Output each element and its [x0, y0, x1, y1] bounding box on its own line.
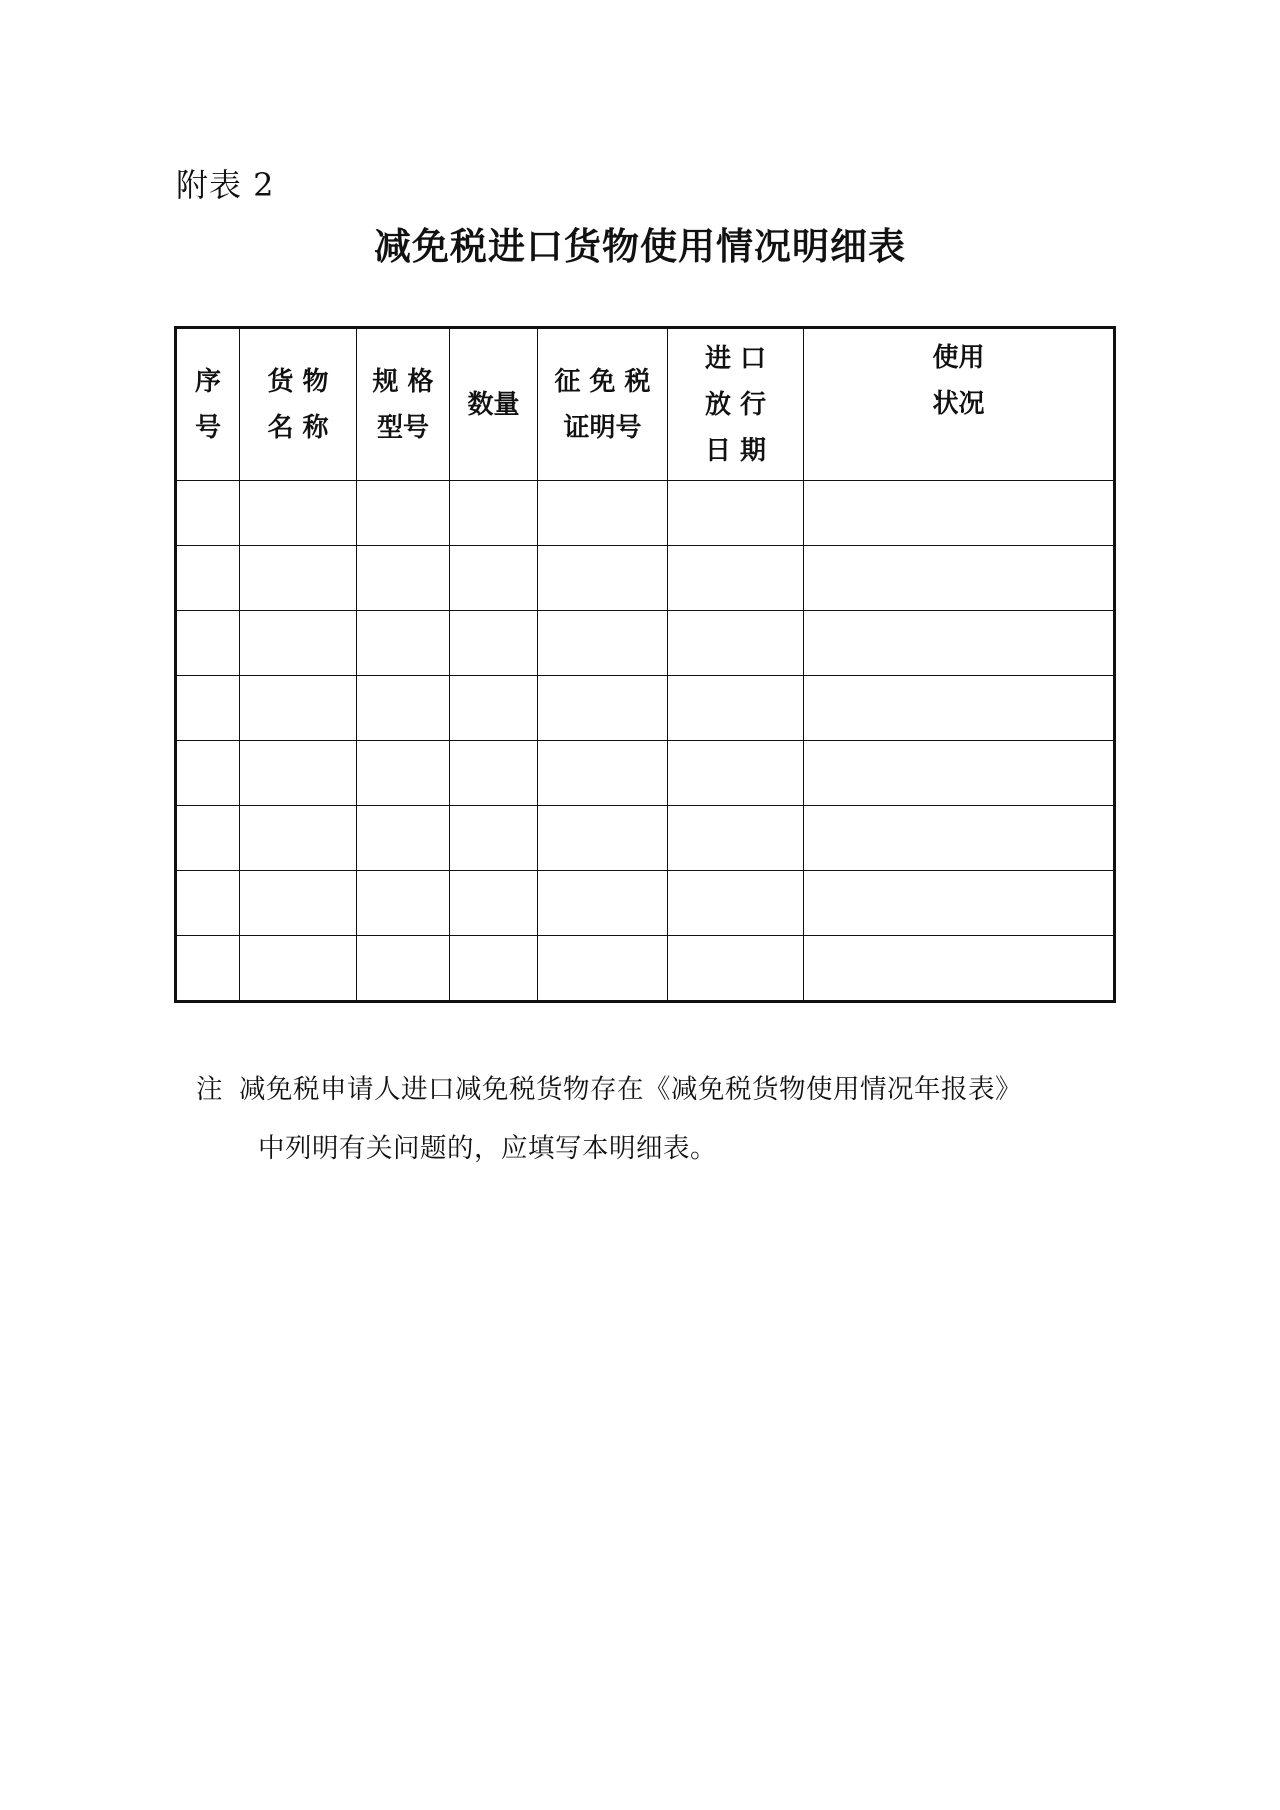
table-cell[interactable] — [538, 806, 668, 871]
table-body — [176, 481, 1115, 1002]
table-cell[interactable] — [176, 871, 240, 936]
column-header-goods-name: 货 物 名 称 — [240, 328, 357, 481]
table-cell[interactable] — [668, 611, 804, 676]
table-cell[interactable] — [240, 611, 357, 676]
table-cell[interactable] — [450, 676, 538, 741]
table-cell[interactable] — [668, 806, 804, 871]
column-header-spec-model: 规 格 型号 — [357, 328, 450, 481]
table-cell[interactable] — [450, 871, 538, 936]
column-header-usage-status: 使用 状况 — [804, 328, 1115, 481]
table-cell[interactable] — [176, 741, 240, 806]
table-cell[interactable] — [176, 806, 240, 871]
column-header-quantity: 数量 — [450, 328, 538, 481]
table-row — [176, 741, 1115, 806]
table-cell[interactable] — [538, 936, 668, 1002]
table-cell[interactable] — [240, 676, 357, 741]
table-cell[interactable] — [450, 546, 538, 611]
table-row — [176, 481, 1115, 546]
table-row — [176, 871, 1115, 936]
table-row — [176, 806, 1115, 871]
table-cell[interactable] — [450, 741, 538, 806]
table-cell[interactable] — [804, 806, 1115, 871]
attachment-label: 附表 2 — [176, 166, 275, 204]
table-cell[interactable] — [538, 481, 668, 546]
table-cell[interactable] — [176, 546, 240, 611]
table-cell[interactable] — [357, 741, 450, 806]
table-cell[interactable] — [804, 546, 1115, 611]
column-header-release-date: 进 口 放 行 日 期 — [668, 328, 804, 481]
note-line-1: 减免税申请人进口减免税货物存在《减免税货物使用情况年报表》 — [239, 1074, 1022, 1105]
table-cell[interactable] — [176, 611, 240, 676]
table-cell[interactable] — [450, 806, 538, 871]
table-cell[interactable] — [240, 806, 357, 871]
table-cell[interactable] — [357, 871, 450, 936]
table-cell[interactable] — [240, 871, 357, 936]
table-cell[interactable] — [176, 481, 240, 546]
note-label: 注 — [196, 1074, 223, 1105]
table-cell[interactable] — [668, 546, 804, 611]
table-cell[interactable] — [804, 611, 1115, 676]
table-cell[interactable] — [240, 546, 357, 611]
table-cell[interactable] — [357, 676, 450, 741]
table-cell[interactable] — [357, 481, 450, 546]
table-cell[interactable] — [804, 741, 1115, 806]
column-header-index: 序 号 — [176, 328, 240, 481]
table-row — [176, 936, 1115, 1002]
table-cell[interactable] — [538, 546, 668, 611]
table-cell[interactable] — [176, 676, 240, 741]
table-cell[interactable] — [538, 676, 668, 741]
table-cell[interactable] — [668, 741, 804, 806]
table-cell[interactable] — [804, 481, 1115, 546]
table-header-row — [176, 328, 1115, 481]
table-cell[interactable] — [538, 871, 668, 936]
table-cell[interactable] — [804, 871, 1115, 936]
table-cell[interactable] — [668, 936, 804, 1002]
table-cell[interactable] — [668, 676, 804, 741]
table-cell[interactable] — [357, 611, 450, 676]
table-cell[interactable] — [176, 936, 240, 1002]
column-header-exemption-cert: 征 免 税 证明号 — [538, 328, 668, 481]
table-cell[interactable] — [357, 806, 450, 871]
table-cell[interactable] — [450, 936, 538, 1002]
table-cell[interactable] — [538, 611, 668, 676]
table-cell[interactable] — [804, 676, 1115, 741]
page-title: 减免税进口货物使用情况明细表 — [374, 225, 906, 268]
table-cell[interactable] — [357, 546, 450, 611]
table-cell[interactable] — [538, 741, 668, 806]
table-cell[interactable] — [668, 481, 804, 546]
table-cell[interactable] — [240, 741, 357, 806]
table-cell[interactable] — [450, 481, 538, 546]
table-cell[interactable] — [240, 936, 357, 1002]
note — [196, 1072, 1022, 1108]
table-cell[interactable] — [668, 871, 804, 936]
table-cell[interactable] — [804, 936, 1115, 1002]
table-cell[interactable] — [357, 936, 450, 1002]
table-row — [176, 676, 1115, 741]
detail-table — [174, 326, 1116, 1003]
note-line-2: 中列明有关问题的，应填写本明细表。 — [258, 1133, 717, 1164]
table-cell[interactable] — [240, 481, 357, 546]
table-row — [176, 611, 1115, 676]
table-row — [176, 546, 1115, 611]
table-cell[interactable] — [450, 611, 538, 676]
